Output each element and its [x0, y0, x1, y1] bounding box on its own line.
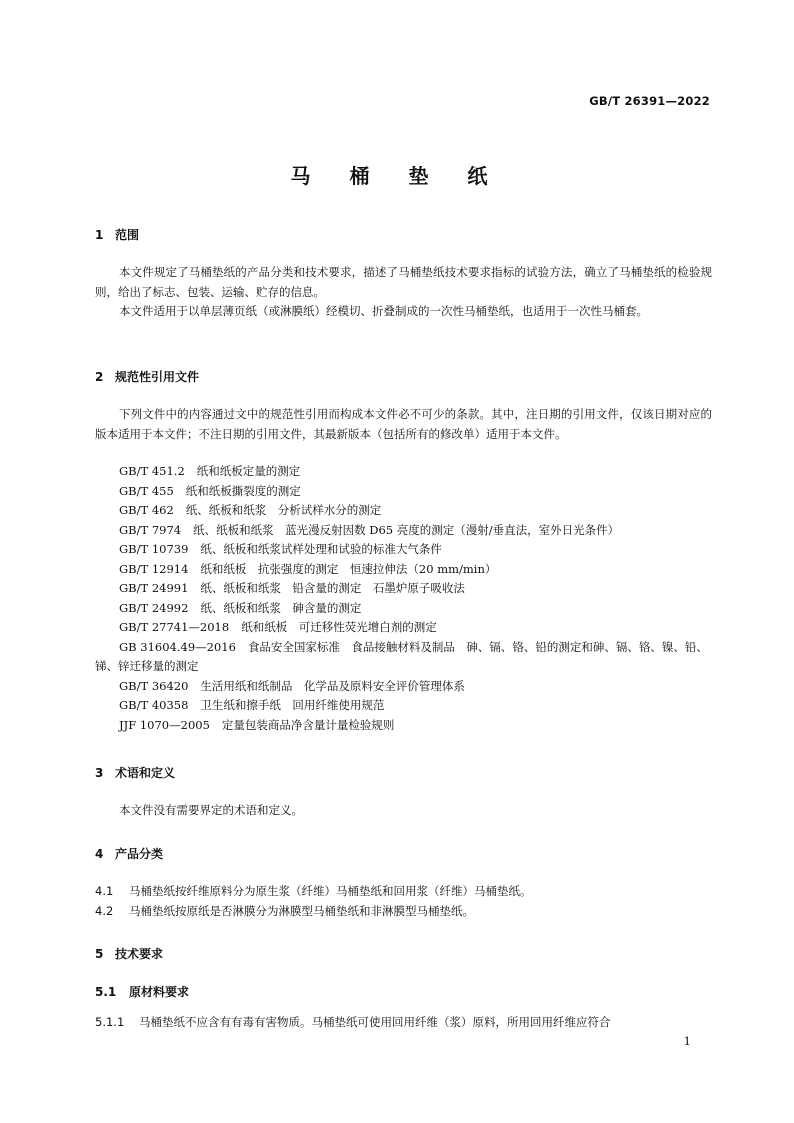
section-number: 3: [95, 766, 104, 780]
clause-4-1: 4.1 马桶垫纸按纤维原料分为原生浆（纤维）马桶垫纸和回用浆（纤维）马桶垫纸。: [95, 884, 532, 898]
reference-item: JJF 1070—2005 定量包装商品净含量计量检验规则: [119, 717, 395, 732]
section-1-heading: [95, 226, 139, 243]
reference-item: GB 31604.49—2016 食品安全国家标准 食品接触材料及制品 砷、镉、铬、铅的测定和砷、镉、铬、镍、铅、锑、锌迁移量的测定: [95, 639, 708, 673]
standard-code: GB/T 26391—2022: [589, 94, 710, 108]
section-title: 技术要求: [115, 947, 164, 961]
reference-item: GB/T 7974 纸、纸板和纸浆 蓝光漫反射因数 D65 亮度的测定（漫射/垂直法，室外日光条件）: [119, 522, 620, 537]
section-3-paragraph: 本文件没有需要界定的术语和定义。: [119, 803, 303, 817]
section-title: 术语和定义: [115, 766, 176, 780]
reference-item: GB/T 40358 卫生纸和擦手纸 回用纤维使用规范: [119, 698, 385, 712]
section-number: 2: [95, 370, 104, 384]
section-2-heading: [95, 368, 199, 385]
section-1-paragraph-1: 本文件规定了马桶垫纸的产品分类和技术要求，描述了马桶垫纸技术要求指标的试验方法，确立了马桶垫纸的检验规则，给出了标志、包装、运输、贮存的信息。: [95, 265, 712, 299]
reference-item: GB/T 462 纸、纸板和纸浆 分析试样水分的测定: [119, 503, 382, 517]
section-3-heading: [95, 764, 175, 781]
section-5-heading: [95, 945, 163, 962]
normative-references-list: [95, 462, 715, 735]
section-2-intro: 下列文件中的内容通过文中的规范性引用而构成本文件必不可少的条款。其中，注日期的引用文件，仅该日期对应的版本适用于本文件；不注日期的引用文件，其最新版本（包括所有的修改单）适用于本文件。: [95, 407, 712, 441]
reference-item: GB/T 10739 纸、纸板和纸浆试样处理和试验的标准大气条件: [119, 542, 442, 556]
reference-item: GB/T 455 纸和纸板撕裂度的测定: [119, 483, 301, 498]
reference-item: GB/T 24991 纸、纸板和纸浆 铅含量的测定 石墨炉原子吸收法: [119, 581, 465, 595]
section-4-heading: [95, 845, 163, 862]
clause-4-2: 4.2 马桶垫纸按原纸是否淋膜分为淋膜型马桶垫纸和非淋膜型马桶垫纸。: [95, 904, 474, 918]
section-number: 4: [95, 847, 104, 861]
section-title: 范围: [115, 228, 140, 242]
section-title: 规范性引用文件: [115, 370, 200, 384]
reference-item: GB/T 12914 纸和纸板 抗张强度的测定 恒速拉伸法（20 mm/min）: [119, 561, 497, 576]
document-title: 马 桶 垫 纸: [290, 164, 504, 188]
subsection-5-1-heading: 5.1 原材料要求: [95, 985, 190, 999]
section-number: 1: [95, 228, 104, 242]
section-number: 5: [95, 947, 104, 961]
reference-item: GB/T 36420 生活用纸和纸制品 化学品及原料安全评价管理体系: [119, 678, 465, 693]
reference-item: GB/T 451.2 纸和纸板定量的测定: [119, 464, 301, 478]
section-title: 产品分类: [115, 847, 164, 861]
clause-5-1-1: 5.1.1 马桶垫纸不应含有有毒有害物质。马桶垫纸可使用回用纤维（浆）原料，所用回用纤维应符合: [95, 1015, 611, 1029]
page-number: 1: [683, 1034, 691, 1048]
reference-item: GB/T 27741—2018 纸和纸板 可迁移性荧光增白剂的测定: [119, 620, 437, 634]
reference-item: GB/T 24992 纸、纸板和纸浆 砷含量的测定: [119, 600, 362, 615]
section-1-paragraph-2: 本文件适用于以单层薄页纸（或淋膜纸）经模切、折叠制成的一次性马桶垫纸，也适用于一次性马桶套。: [119, 304, 648, 318]
